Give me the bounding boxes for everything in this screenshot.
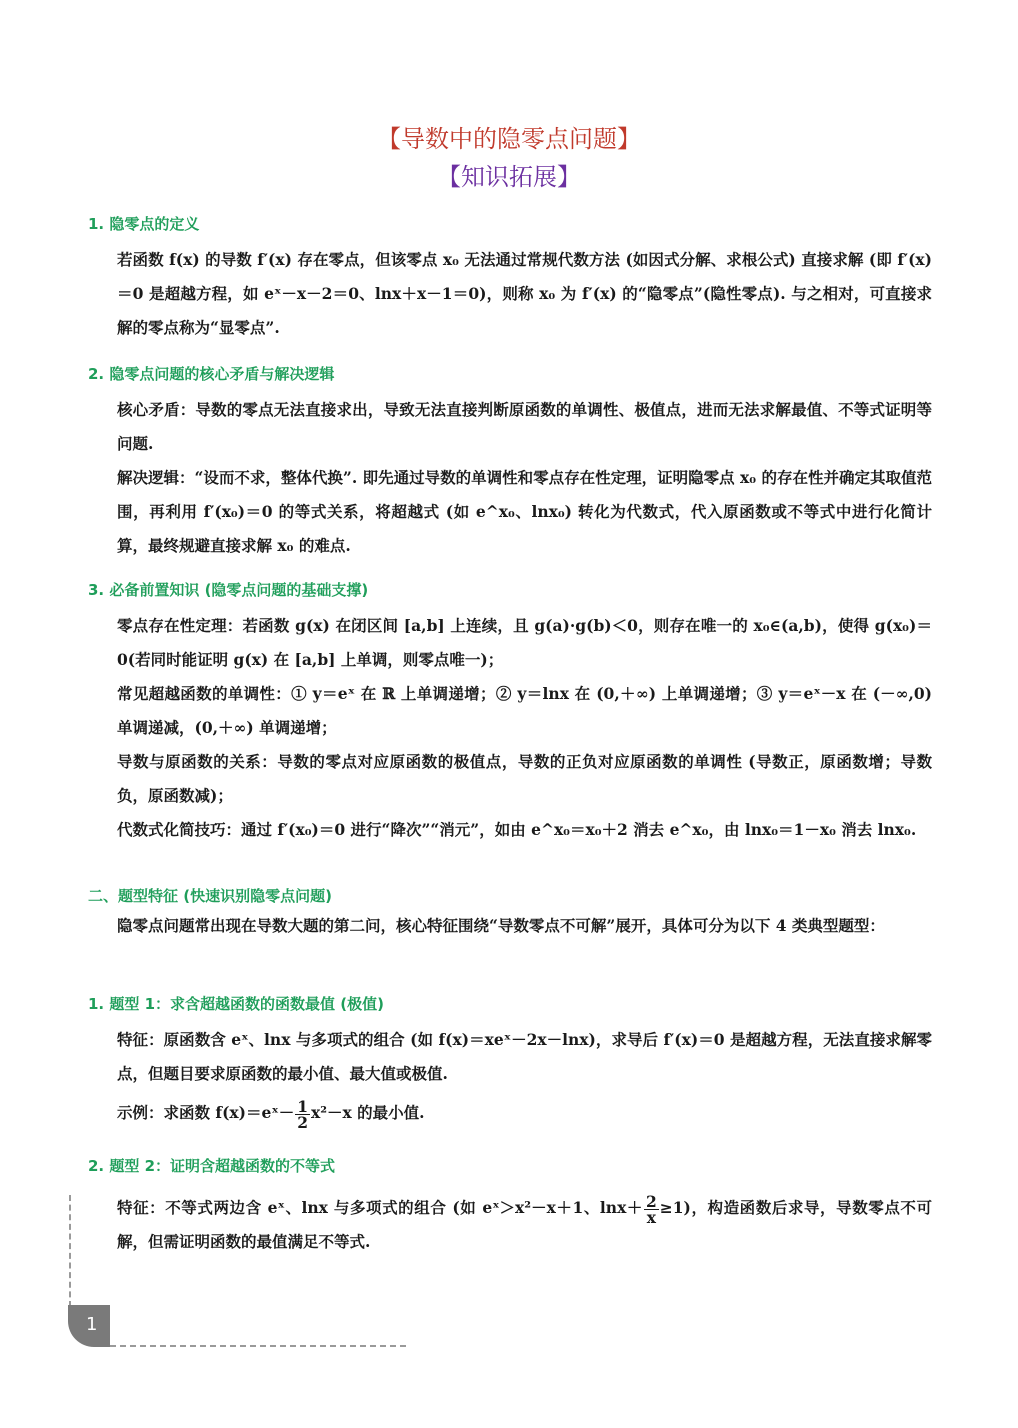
paragraph-monotonicity: 常见超越函数的单调性：① y＝eˣ 在 ℝ 上单调递增；② y＝lnx 在 (0,＋∞) 上单调递增；③ y＝eˣ－x 在 (－∞,0) 单调递减，(0,＋∞) 单调递增； xyxy=(117,684,932,737)
paragraph-type-2-feature xyxy=(117,1191,932,1259)
paragraph-problem-features: 隐零点问题常出现在导数大题的第二问，核心特征围绕“导数零点不可解”展开，具体可分为以下 4 类典型题型： xyxy=(117,916,885,935)
section-heading-logic: 2. 隐零点问题的核心矛盾与解决逻辑 xyxy=(88,365,335,383)
fraction-one-half xyxy=(295,1096,310,1132)
page-corner-dashed-vertical xyxy=(69,1195,71,1307)
page-subtitle: 【知识拓展】 xyxy=(437,163,581,191)
paragraph-derivative-relation: 导数与原函数的关系：导数的零点对应原函数的极值点，导数的正负对应原函数的单调性 (导数正，原函数增；导数负，原函数减)； xyxy=(117,752,932,805)
fraction-numerator: 2 xyxy=(645,1191,657,1211)
example-text-start: 示例：求函数 f(x)＝eˣ－ xyxy=(117,1103,295,1122)
paragraph-type-1-example xyxy=(117,1096,932,1130)
example-text-end: x²－x 的最小值. xyxy=(311,1103,425,1122)
paragraph-solution-logic: 解决逻辑：“设而不求，整体代换”. 即先通过导数的单调性和零点存在性定理，证明隐零点 x₀ 的存在性并确定其取值范围，再利用 f′(x₀)＝0 的等式关系，将超越式 (如 e^x₀、lnx₀) 转化为代数式，代入原函数或不等式中进行化简计算，最终规避直接求解 x₀ 的难点. xyxy=(117,468,932,555)
section-heading-type-1: 1. 题型 1：求含超越函数的函数最值 (极值) xyxy=(88,995,384,1013)
paragraph-core-contradiction: 核心矛盾：导数的零点无法直接求出，导致无法直接判断原函数的单调性、极值点，进而无法求解最值、不等式证明等问题. xyxy=(117,400,932,453)
paragraph-definition: 若函数 f(x) 的导数 f′(x) 存在零点，但该零点 x₀ 无法通过常规代数方法 (如因式分解、求根公式) 直接求解 (即 f′(x)＝0 是超越方程，如 eˣ－x－2＝0、lnx＋x－1＝0)，则称 x₀ 为 f′(x) 的“隐零点”(隐性零点). 与之相对，可直接求解的零点称为“显零点”. xyxy=(117,250,932,337)
section-heading-definition: 1. 隐零点的定义 xyxy=(88,215,200,233)
feature-text-start: 特征：不等式两边含 eˣ、lnx 与多项式的组合 (如 eˣ＞x²－x＋1、lnx＋ xyxy=(117,1198,643,1217)
fraction-two-over-x xyxy=(644,1191,659,1227)
fraction-numerator: 1 xyxy=(297,1096,308,1116)
paragraph-type-1-feature: 特征：原函数含 eˣ、lnx 与多项式的组合 (如 f(x)＝xeˣ－2x－lnx)，求导后 f′(x)＝0 是超越方程，无法直接求解零点，但题目要求原函数的最小值、最大值或极值. xyxy=(117,1030,932,1083)
fraction-denominator: x xyxy=(646,1207,656,1227)
feature-text-end: ≥1)，构造函数后求导，导数零点不可解，但需证明函数的最值满足不等式. xyxy=(117,1198,932,1251)
page-corner-dashed-horizontal xyxy=(110,1345,406,1347)
section-heading-prerequisites: 3. 必备前置知识 (隐零点问题的基础支撑) xyxy=(88,581,369,599)
paragraph-simplification: 代数式化简技巧：通过 f′(x₀)＝0 进行“降次”“消元”，如由 e^x₀＝x₀＋2 消去 e^x₀，由 lnx₀＝1－x₀ 消去 lnx₀. xyxy=(117,820,917,839)
section-heading-problem-features: 二、题型特征 (快速识别隐零点问题) xyxy=(88,887,332,905)
section-heading-type-2: 2. 题型 2：证明含超越函数的不等式 xyxy=(88,1157,336,1175)
page-number: 1 xyxy=(86,1314,98,1335)
fraction-denominator: 2 xyxy=(297,1112,308,1132)
paragraph-zero-existence-theorem: 零点存在性定理：若函数 g(x) 在闭区间 [a,b] 上连续，且 g(a)·g(b)＜0，则存在唯一的 x₀∈(a,b)，使得 g(x₀)＝0(若同时能证明 g(x) 在 [a,b] 上单调，则零点唯一)； xyxy=(117,616,932,669)
page-title: 【导数中的隐零点问题】 xyxy=(377,125,641,153)
